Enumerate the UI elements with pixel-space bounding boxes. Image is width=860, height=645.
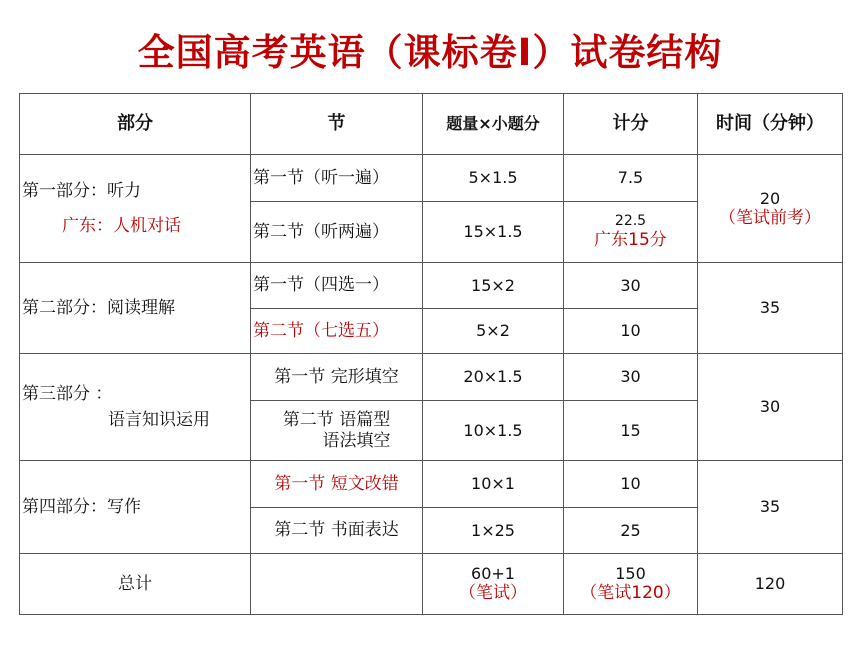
part2-section2-score: 10 [564,309,698,354]
part2-label: 第二部分：阅读理解 [20,263,251,354]
part3-label-line2: 语言知识运用 [108,410,210,430]
part3-section2-name-line2: 语法填空 [322,430,391,451]
total-qty-cell [423,554,564,615]
part1-section2-score: 22.5 [614,213,647,230]
part2-section1-qty: 15×2 [423,263,564,309]
header-question-count: 题量×小题分 [423,94,564,155]
total-empty-cell [251,554,423,615]
table-row [20,461,843,508]
part3-section2-score: 15 [564,401,698,461]
part1-section1-name: 第一节（听一遍） [251,155,423,202]
part3-label: 第三部分 ： [22,383,113,404]
part4-section2-name: 第二节 书面表达 [251,508,423,554]
part1-section1-qty: 5×1.5 [423,155,564,202]
part1-label: 第一部分：听力 [22,181,141,202]
total-qty-note: （笔试） [459,583,527,604]
part1-time: 20 [759,188,781,208]
part3-time: 30 [698,354,843,461]
table-row [20,155,843,202]
part4-time: 35 [698,461,843,554]
part2-section2-name: 第二节（七选五） [251,309,423,354]
part1-section2-qty: 15×1.5 [423,202,564,263]
part4-label: 第四部分：写作 [20,461,251,554]
part3-section2-cell [251,401,423,461]
part4-section2-score: 25 [564,508,698,554]
table-row [20,263,843,309]
part4-section1-qty: 10×1 [423,461,564,508]
part3-section1-score: 30 [564,354,698,401]
part2-section1-score: 30 [564,263,698,309]
header-score: 计分 [564,94,698,155]
total-score-cell [564,554,698,615]
total-score: 150 [615,564,646,584]
part4-section2-qty: 1×25 [423,508,564,554]
table-row [20,354,843,401]
part3-cell [20,354,251,461]
total-time: 120 [698,554,843,615]
part1-section2-name: 第二节（听两遍） [251,202,423,263]
part3-section1-qty: 20×1.5 [423,354,564,401]
part2-section2-qty: 5×2 [423,309,564,354]
total-score-note: （笔试120） [580,583,681,604]
part3-section2-name: 第二节 语篇型 [282,410,391,431]
part1-note: 广东：人机对话 [62,215,181,236]
part1-section1-score: 7.5 [564,155,698,202]
part1-section2-score-note: 广东15分 [594,230,667,251]
table-row-total [20,554,843,615]
page-title: 全国高考英语（课标卷Ⅰ）试卷结构 [137,31,723,74]
part2-section1-name: 第一节（四选一） [251,263,423,309]
part4-section1-score: 10 [564,461,698,508]
part3-section1-name: 第一节 完形填空 [251,354,423,401]
total-qty: 60+1 [471,564,515,584]
total-label: 总计 [20,554,251,615]
header-time: 时间（分钟） [698,94,843,155]
part1-time-note: （笔试前考） [719,207,821,228]
table-header-row [20,94,843,155]
part1-section2-score-cell [564,202,698,263]
part3-section2-qty: 10×1.5 [423,401,564,461]
part4-section1-name: 第一节 短文改错 [251,461,423,508]
part1-cell [20,155,251,263]
part2-time: 35 [698,263,843,354]
header-part: 部分 [20,94,251,155]
part1-time-cell [698,155,843,263]
exam-structure-table [19,93,843,615]
header-section: 节 [251,94,423,155]
